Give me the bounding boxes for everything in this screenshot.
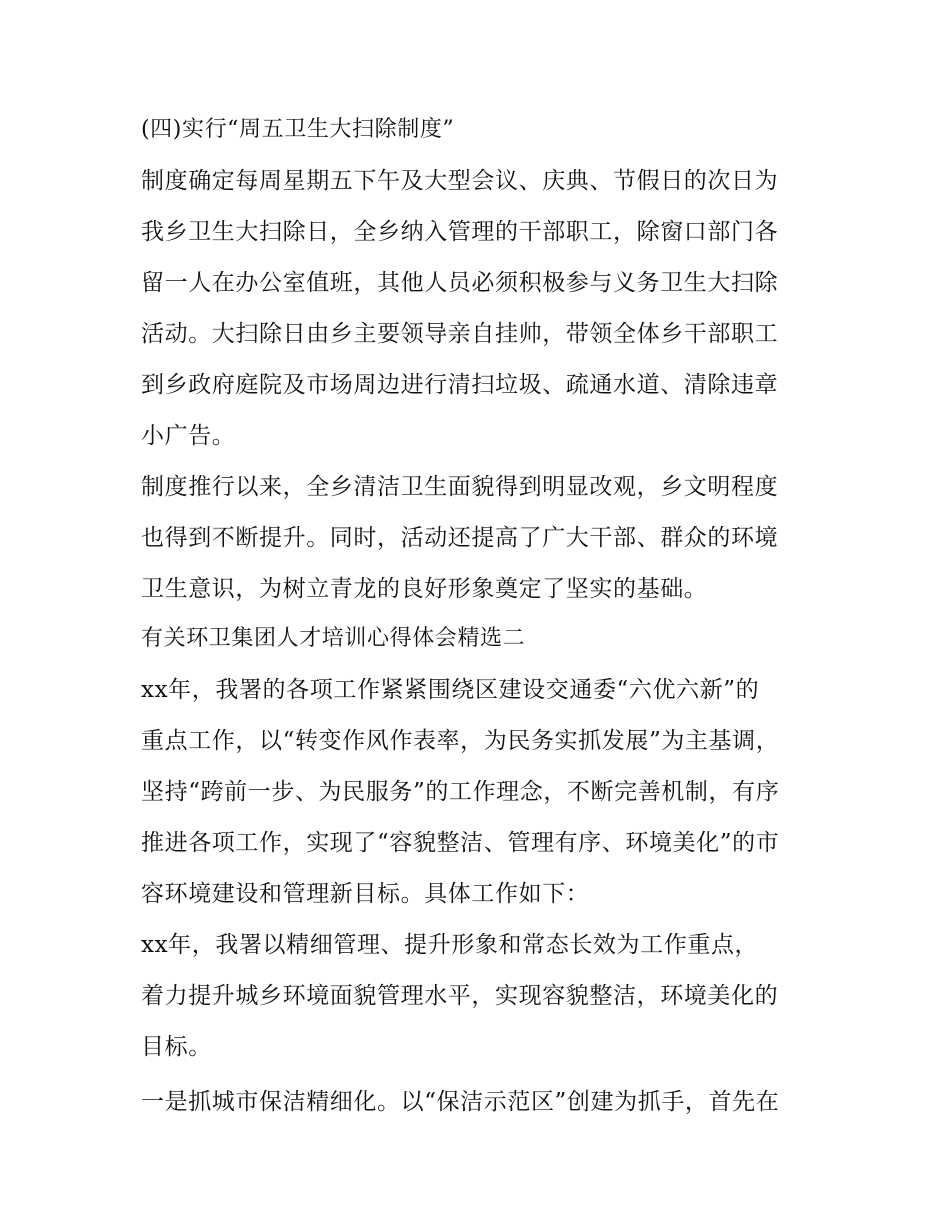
paragraph-line: 到乡政府庭院及市场周边进行清扫垃圾、疏通水道、清除违章: [141, 372, 779, 398]
paragraph-line: 重点工作，以“转变作风作表率，为民务实抓发展”为主基调，: [141, 728, 780, 754]
paragraph-line: 一是抓城市保洁精细化。以“保洁示范区”创建为抓手，首先在: [141, 1089, 780, 1115]
paragraph-line: 留一人在办公室值班，其他人员必须积极参与义务卫生大扫除: [141, 270, 779, 296]
paragraph-line: 容环境建设和管理新目标。具体工作如下：: [141, 881, 590, 907]
paragraph-line: 卫生意识，为树立青龙的良好形象奠定了坚实的基础。: [141, 576, 708, 602]
paragraph-line: xx年，我署以精细管理、提升形象和常态长效为工作重点，: [141, 932, 759, 958]
article-title: 有关环卫集团人才培训心得体会精选二: [141, 626, 526, 651]
paragraph-line: 我乡卫生大扫除日，全乡纳入管理的干部职工，除窗口部门各: [141, 219, 779, 245]
paragraph-line: 目标。: [141, 1034, 212, 1060]
paragraph-line: 活动。大扫除日由乡主要领导亲自挂帅，带领全体乡干部职工: [141, 321, 779, 347]
section-heading: (四)实行“周五卫生大扫除制度”: [141, 117, 455, 142]
paragraph-line: 也得到不断提升。同时，活动还提高了广大干部、群众的环境: [141, 525, 779, 551]
paragraph-line: 坚持“跨前一步、为民服务”的工作理念，不断完善机制，有序: [141, 779, 780, 805]
paragraph-line: 推进各项工作，实现了“容貌整洁、管理有序、环境美化”的市: [141, 830, 780, 856]
paragraph-line: 制度确定每周星期五下午及大型会议、庆典、节假日的次日为: [141, 168, 779, 194]
paragraph-line: 小广告。: [141, 423, 236, 449]
paragraph-line: 着力提升城乡环境面貌管理水平，实现容貌整洁，环境美化的: [141, 983, 779, 1009]
paragraph-line: 制度推行以来，全乡清洁卫生面貌得到明显改观，乡文明程度: [141, 474, 779, 500]
paragraph-line: xx年，我署的各项工作紧紧围绕区建设交通委“六优六新”的: [141, 677, 760, 703]
